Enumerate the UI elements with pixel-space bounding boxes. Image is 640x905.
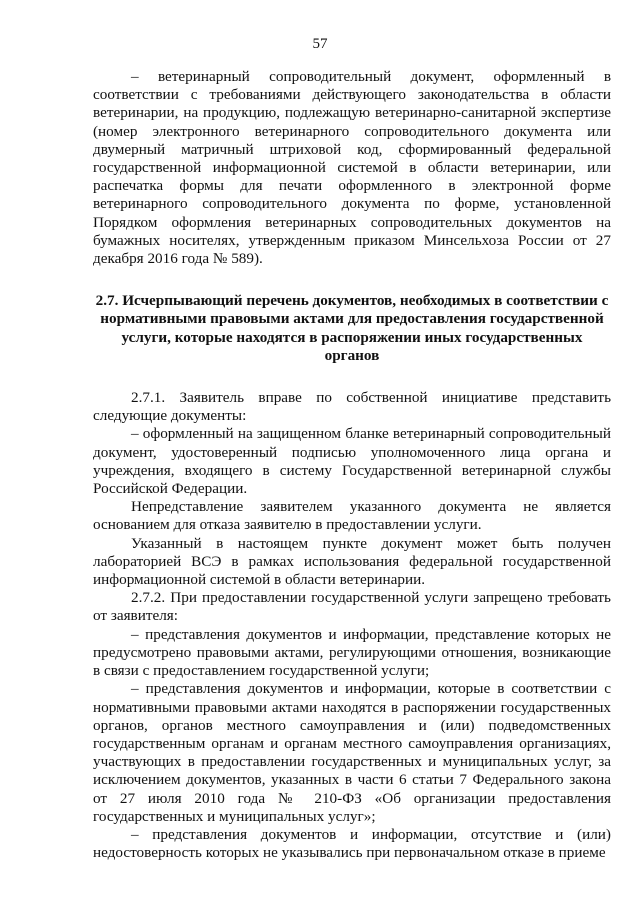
page-content [93, 68, 611, 862]
page-number: 57 [312, 36, 328, 52]
paragraph-2-7-1: 2.7.1. Заявитель вправе по собственной инициативе представить следующие документы: [93, 389, 611, 425]
paragraph-list-item-1: – представления документов и информации, представление которых не предусмотрено правовыми актами, регулирующими отношения, возникающие в связи с предоставлением государственной услуги; [93, 625, 611, 680]
paragraph-list-item-3: – представления документов и информации, отсутствие и (или) недостоверность которых не указывались при первоначальном отказе в приеме [93, 825, 611, 862]
paragraph-list-item-vsd: – оформленный на защищенном бланке ветеринарный сопроводительный документ, удостоверенный подписью уполномоченного лица органа и учреждения, входящего в систему Государственной ветеринарной службы Российской Федерации. [93, 425, 611, 498]
paragraph-lab-access: Указанный в настоящем пункте документ может быть получен лабораторией ВСЭ в рамках использования федеральной государственной информационной системой в области ветеринарии. [93, 534, 611, 589]
paragraph-non-submission: Непредставление заявителем указанного документа не является основанием для отказа заявителю в предоставлении услуги. [93, 498, 611, 534]
paragraph-list-item-2: – представления документов и информации, которые в соответствии с нормативными правовыми актами находятся в распоряжении государственных органов, органов местного самоуправления и (или) подведомственных государственным органам и органам местного самоуправления организациях, участвующих в предоставлении государственных и муниципальных услуг, за исключением документов, указанных в части 6 статьи 7 Федерального закона от 27 июля 2010 года № 210-ФЗ «Об организации предоставления государственных и муниципальных услуг»; [93, 680, 611, 825]
paragraph-vsd-item: – ветеринарный сопроводительный документ, оформленный в соответствии с требованиями действующего законодательства в области ветеринарии, на продукцию, подлежащую ветеринарно-санитарной экспертизе (номер электронного ветеринарного сопроводительного документа или двумерный матричный штриховой код, сформированный федеральной государственной информационной системой в области ветеринарии, или распечатка формы для печати оформленного в электронной форме ветеринарного сопроводительного документа по форме, установленной Порядком оформления ветеринарных сопроводительных документов на бумажных носителях, утвержденным приказом Минсельхоза России от 27 декабря 2016 года № 589). [93, 68, 611, 268]
paragraph-2-7-2: 2.7.2. При предоставлении государственной услуги запрещено требовать от заявителя: [93, 589, 611, 625]
section-heading-2-7: 2.7. Исчерпывающий перечень документов, необходимых в соответствии с нормативными правовыми актами для предоставления государственной услуги, которые находятся в распоряжении иных государственных органов [95, 292, 609, 364]
